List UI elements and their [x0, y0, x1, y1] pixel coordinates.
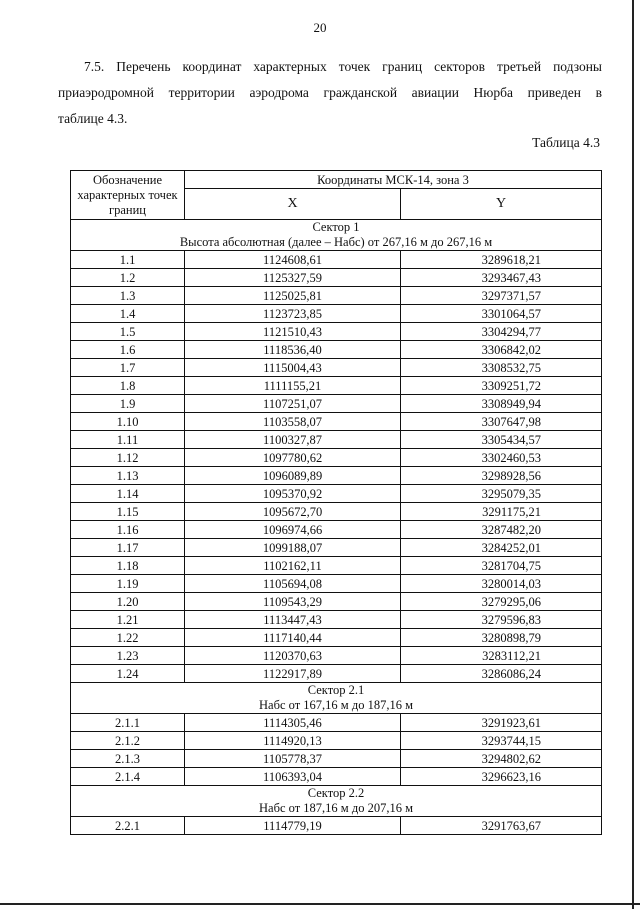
- point-label-cell: 2.1.2: [71, 732, 185, 750]
- y-coordinate-cell: 3293744,15: [401, 732, 602, 750]
- point-label-cell: 1.17: [71, 539, 185, 557]
- point-label-cell: 1.1: [71, 251, 185, 269]
- point-label-cell: 1.4: [71, 305, 185, 323]
- sector-subtitle: Высота абсолютная (далее – Набс) от 267,16 м до 267,16 м: [179, 235, 493, 249]
- y-coordinate-cell: 3302460,53: [401, 449, 602, 467]
- point-label-cell: 1.21: [71, 611, 185, 629]
- header-coords-title: Координаты МСК-14, зона 3: [185, 171, 602, 189]
- point-label-cell: 1.15: [71, 503, 185, 521]
- table-row: [71, 629, 602, 647]
- table-row: [71, 732, 602, 750]
- paragraph-line: 7.5. Перечень координат характерных точек границ секторов третьей подзоны: [84, 59, 602, 74]
- table-row: [71, 449, 602, 467]
- point-label-cell: 1.16: [71, 521, 185, 539]
- point-label-cell: 1.3: [71, 287, 185, 305]
- point-label-cell: 1.14: [71, 485, 185, 503]
- table-caption: Таблица 4.3: [532, 135, 600, 150]
- table-row: [71, 413, 602, 431]
- y-coordinate-cell: 3308532,75: [401, 359, 602, 377]
- y-coordinate-cell: 3293467,43: [401, 269, 602, 287]
- table-row: [71, 750, 602, 768]
- point-label-cell: 2.1.1: [71, 714, 185, 732]
- x-coordinate-cell: 1100327,87: [185, 431, 401, 449]
- page-edge-right: [632, 0, 634, 909]
- x-coordinate-cell: 1107251,07: [185, 395, 401, 413]
- point-label-cell: 2.2.1: [71, 817, 185, 835]
- y-coordinate-cell: 3309251,72: [401, 377, 602, 395]
- y-coordinate-cell: 3306842,02: [401, 341, 602, 359]
- table-row: [71, 593, 602, 611]
- y-coordinate-cell: 3291175,21: [401, 503, 602, 521]
- x-coordinate-cell: 1097780,62: [185, 449, 401, 467]
- y-coordinate-cell: 3305434,57: [401, 431, 602, 449]
- sector-header-row: [71, 683, 602, 714]
- y-coordinate-cell: 3291763,67: [401, 817, 602, 835]
- paragraph-line: приаэродромной территории аэродрома гражданской авиации Нюрба приведен в: [58, 85, 602, 100]
- y-coordinate-cell: 3296623,16: [401, 768, 602, 786]
- x-coordinate-cell: 1103558,07: [185, 413, 401, 431]
- y-coordinate-cell: 3298928,56: [401, 467, 602, 485]
- sector-header-row: [71, 786, 602, 817]
- x-coordinate-cell: 1114920,13: [185, 732, 401, 750]
- point-label-cell: 1.10: [71, 413, 185, 431]
- point-label-cell: 1.6: [71, 341, 185, 359]
- table-row: [71, 341, 602, 359]
- intro-paragraph: [58, 54, 602, 132]
- y-coordinate-cell: 3286086,24: [401, 665, 602, 683]
- y-coordinate-cell: 3280014,03: [401, 575, 602, 593]
- table-row: [71, 323, 602, 341]
- y-coordinate-cell: 3291923,61: [401, 714, 602, 732]
- point-label-cell: 1.9: [71, 395, 185, 413]
- sector-title: Сектор 1: [312, 220, 360, 234]
- table-row: [71, 467, 602, 485]
- table-row: [71, 665, 602, 683]
- y-coordinate-cell: 3289618,21: [401, 251, 602, 269]
- paragraph-line: таблице 4.3.: [58, 111, 128, 126]
- table-row: [71, 395, 602, 413]
- x-coordinate-cell: 1106393,04: [185, 768, 401, 786]
- page-number: 20: [313, 20, 327, 35]
- point-label-cell: 1.8: [71, 377, 185, 395]
- table-row: [71, 305, 602, 323]
- x-coordinate-cell: 1095370,92: [185, 485, 401, 503]
- table-row: [71, 485, 602, 503]
- table-row: [71, 503, 602, 521]
- sector-header-row: [71, 220, 602, 251]
- y-coordinate-cell: 3283112,21: [401, 647, 602, 665]
- point-label-cell: 1.19: [71, 575, 185, 593]
- x-coordinate-cell: 1102162,11: [185, 557, 401, 575]
- point-label-cell: 1.24: [71, 665, 185, 683]
- table-row: [71, 359, 602, 377]
- table-row: [71, 431, 602, 449]
- x-coordinate-cell: 1121510,43: [185, 323, 401, 341]
- sector-title: Сектор 2.1: [307, 683, 365, 697]
- point-label-cell: 1.2: [71, 269, 185, 287]
- y-coordinate-cell: 3279596,83: [401, 611, 602, 629]
- x-coordinate-cell: 1114305,46: [185, 714, 401, 732]
- x-coordinate-cell: 1125025,81: [185, 287, 401, 305]
- x-coordinate-cell: 1113447,43: [185, 611, 401, 629]
- point-label-cell: 1.13: [71, 467, 185, 485]
- header-point-label: Обозначение характерных точек границ: [71, 171, 185, 220]
- point-label-cell: 1.7: [71, 359, 185, 377]
- sector-subtitle: Набс от 187,16 м до 207,16 м: [259, 801, 413, 815]
- table-row: [71, 768, 602, 786]
- point-label-cell: 2.1.4: [71, 768, 185, 786]
- x-coordinate-cell: 1122917,89: [185, 665, 401, 683]
- header-x: X: [185, 189, 401, 220]
- point-label-cell: 1.22: [71, 629, 185, 647]
- y-coordinate-cell: 3287482,20: [401, 521, 602, 539]
- y-coordinate-cell: 3294802,62: [401, 750, 602, 768]
- x-coordinate-cell: 1114779,19: [185, 817, 401, 835]
- table-row: [71, 269, 602, 287]
- header-y: Y: [401, 189, 602, 220]
- table-body: [71, 220, 602, 835]
- table-row: [71, 251, 602, 269]
- x-coordinate-cell: 1109543,29: [185, 593, 401, 611]
- sector-header: [71, 683, 602, 714]
- point-label-cell: 1.11: [71, 431, 185, 449]
- x-coordinate-cell: 1118536,40: [185, 341, 401, 359]
- point-label-cell: 1.20: [71, 593, 185, 611]
- x-coordinate-cell: 1125327,59: [185, 269, 401, 287]
- point-label-cell: 1.18: [71, 557, 185, 575]
- table-row: [71, 575, 602, 593]
- x-coordinate-cell: 1120370,63: [185, 647, 401, 665]
- coordinates-table: [70, 170, 602, 835]
- page-edge-bottom: [0, 903, 640, 905]
- x-coordinate-cell: 1105778,37: [185, 750, 401, 768]
- y-coordinate-cell: 3279295,06: [401, 593, 602, 611]
- point-label-cell: 1.23: [71, 647, 185, 665]
- x-coordinate-cell: 1105694,08: [185, 575, 401, 593]
- y-coordinate-cell: 3297371,57: [401, 287, 602, 305]
- y-coordinate-cell: 3307647,98: [401, 413, 602, 431]
- point-label-cell: 1.12: [71, 449, 185, 467]
- sector-title: Сектор 2.2: [307, 786, 365, 800]
- x-coordinate-cell: 1111155,21: [185, 377, 401, 395]
- y-coordinate-cell: 3304294,77: [401, 323, 602, 341]
- table-row: [71, 714, 602, 732]
- point-label-cell: 2.1.3: [71, 750, 185, 768]
- x-coordinate-cell: 1117140,44: [185, 629, 401, 647]
- x-coordinate-cell: 1115004,43: [185, 359, 401, 377]
- sector-subtitle: Набс от 167,16 м до 187,16 м: [259, 698, 413, 712]
- table-row: [71, 287, 602, 305]
- x-coordinate-cell: 1096974,66: [185, 521, 401, 539]
- x-coordinate-cell: 1124608,61: [185, 251, 401, 269]
- x-coordinate-cell: 1096089,89: [185, 467, 401, 485]
- x-coordinate-cell: 1099188,07: [185, 539, 401, 557]
- x-coordinate-cell: 1123723,85: [185, 305, 401, 323]
- y-coordinate-cell: 3295079,35: [401, 485, 602, 503]
- table-row: [71, 611, 602, 629]
- sector-header: [71, 786, 602, 817]
- table-row: [71, 377, 602, 395]
- table-row: [71, 539, 602, 557]
- table-row: [71, 521, 602, 539]
- y-coordinate-cell: 3280898,79: [401, 629, 602, 647]
- y-coordinate-cell: 3308949,94: [401, 395, 602, 413]
- y-coordinate-cell: 3281704,75: [401, 557, 602, 575]
- point-label-cell: 1.5: [71, 323, 185, 341]
- table-row: [71, 647, 602, 665]
- sector-header: [71, 220, 602, 251]
- x-coordinate-cell: 1095672,70: [185, 503, 401, 521]
- table-row: [71, 557, 602, 575]
- y-coordinate-cell: 3301064,57: [401, 305, 602, 323]
- table-row: [71, 817, 602, 835]
- y-coordinate-cell: 3284252,01: [401, 539, 602, 557]
